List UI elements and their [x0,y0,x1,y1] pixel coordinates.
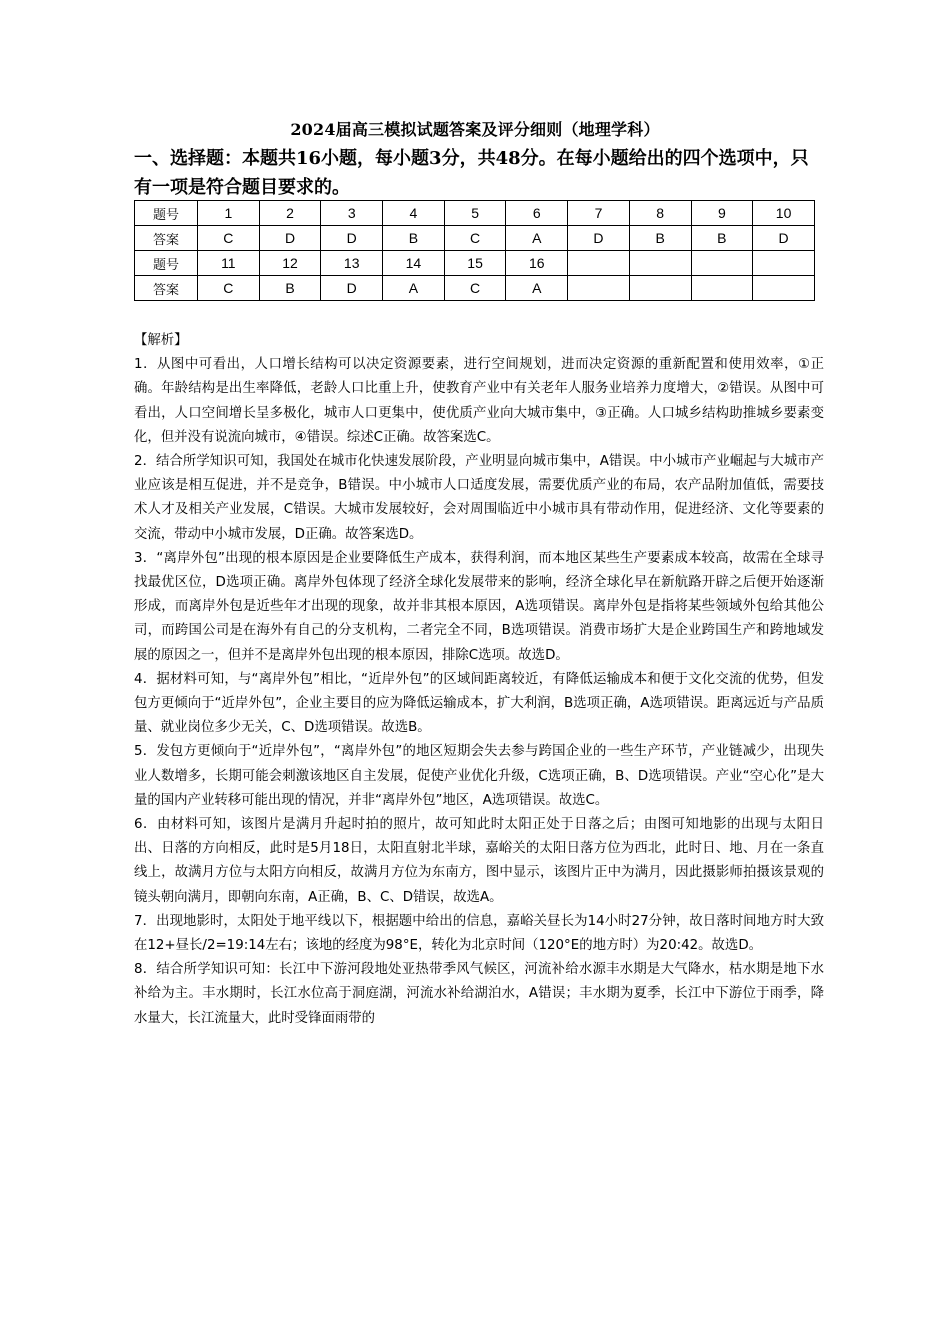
table-cell: 15 [444,251,506,276]
table-cell [753,251,815,276]
table-cell: 16 [506,251,568,276]
table-cell: D [321,276,383,301]
table-cell: 4 [383,201,445,226]
table-row [135,226,815,251]
table-cell [629,276,691,301]
analysis-paragraph: 3．“离岸外包”出现的根本原因是企业要降低生产成本，获得利润，而本地区某些生产要素成本较高，故需在全球寻找最优区位，D选项正确。离岸外包体现了经济全球化发展带来的影响，经济全球化早在新航路开辟之后便开始逐渐形成，而离岸外包是近些年才出现的现象，故并非其根本原因，A选项错误。离岸外包是指将某些领域外包给其他公司，而跨国公司是在海外有自己的分支机构，二者完全不同，B选项错误。消费市场扩大是企业跨国生产和跨地域发展的原因之一，但并不是离岸外包出现的根本原因，排除C选项。故选D。 [134,550,824,663]
table-cell: B [259,276,321,301]
table-cell: 11 [198,251,260,276]
table-cell: 1 [198,201,260,226]
analysis-paragraph: 1．从图中可看出，人口增长结构可以决定资源要素，进行空间规划，进而决定资源的重新配置和使用效率，①正确。年龄结构是出生率降低，老龄人口比重上升，使教育产业中有关老年人服务业培养力度增大，②错误。从图中可看出，人口空间增长呈多极化，城市人口更集中，使优质产业向大城市集中，③正确。人口城乡结构助推城乡要素变化，但并没有说流向城市，④错误。综述C正确。故答案选C。 [134,357,824,445]
analysis-paragraph: 2．结合所学知识可知，我国处在城市化快速发展阶段，产业明显向城市集中，A错误。中小城市产业崛起与大城市产业应该是相互促进，并不是竞争，B错误。中小城市人口适度发展，需要优质产业的布局，农产品附加值低，需要技术人才及相关产业发展，C错误。大城市发展较好，会对周围临近中小城市具有带动作用，促进经济、文化等要素的交流，带动中小城市发展，D正确。故答案选D。 [134,454,824,542]
analysis-paragraph: 8．结合所学知识可知：长江中下游河段地处亚热带季风气候区，河流补给水源丰水期是大气降水，枯水期是地下水补给为主。丰水期时，长江水位高于洞庭湖，河流水补给湖泊水，A错误；丰水期为夏季，长江中下游位于雨季，降水量大，长江流量大，此时受锋面雨带的 [134,962,824,1026]
table-cell [691,251,753,276]
table-cell [629,251,691,276]
section-heading: 一、选择题：本题共16小题，每小题3分，共48分。在每小题给出的四个选项中，只有一项是符合题目要求的。 [134,148,809,198]
table-cell: D [259,226,321,251]
table-cell: 9 [691,201,753,226]
row-label: 题号 [135,251,198,276]
table-cell: D [753,226,815,251]
answer-table [134,200,815,301]
table-cell: 2 [259,201,321,226]
analysis-heading: 【解析】 [134,333,188,348]
table-cell: 8 [629,201,691,226]
analysis-paragraph: 6．由材料可知，该图片是满月升起时拍的照片，故可知此时太阳正处于日落之后；由图可知地影的出现与太阳日出、日落的方向相反，此时是5月18日，太阳直射北半球，嘉峪关的太阳日落方位为西北，此时日、地、月在一条直线上，故满月方位与太阳方向相反，故满月方位为东南方，图中显示，该图片正中为满月，因此摄影师拍摄该景观的镜头朝向满月，即朝向东南，A正确，B、C、D错误，故选A。 [134,817,824,905]
table-cell: 10 [753,201,815,226]
table-row [135,201,815,226]
table-row [135,251,815,276]
table-cell [568,276,630,301]
analysis-paragraph: 5．发包方更倾向于“近岸外包”，“离岸外包”的地区短期会失去参与跨国企业的一些生产环节，产业链减少，出现失业人数增多，长期可能会刺激该地区自主发展，促使产业优化升级，C选项正确，B、D选项错误。产业“空心化”是大量的国内产业转移可能出现的情况，并非“离岸外包”地区，A选项错误。故选C。 [134,744,824,808]
table-cell: 14 [383,251,445,276]
table-cell: C [444,226,506,251]
table-cell: B [629,226,691,251]
table-cell: D [568,226,630,251]
row-label: 答案 [135,276,198,301]
table-cell: 12 [259,251,321,276]
table-cell: C [198,276,260,301]
table-cell: D [321,226,383,251]
table-cell [568,251,630,276]
table-cell [753,276,815,301]
row-label: 答案 [135,226,198,251]
table-cell: 3 [321,201,383,226]
table-row [135,276,815,301]
table-cell: B [383,226,445,251]
row-label: 题号 [135,201,198,226]
table-cell: 5 [444,201,506,226]
table-cell [691,276,753,301]
analysis-body [134,329,824,1031]
table-cell: C [444,276,506,301]
table-cell: B [691,226,753,251]
analysis-paragraph: 7．出现地影时，太阳处于地平线以下，根据题中给出的信息，嘉峪关昼长为14小时27分钟，故日落时间地方时大致在12+昼长/2=19:14左右；该地的经度为98°E，转化为北京时间（120°E的地方时）为20:42。故选D。 [134,913,824,954]
table-cell: 7 [568,201,630,226]
analysis-paragraph: 4．据材料可知，与“离岸外包”相比，“近岸外包”的区域间距离较近，有降低运输成本和便于文化交流的优势，但发包方更倾向于“近岸外包”，企业主要目的应为降低运输成本，扩大利润，B选项正确，A选项错误。距离远近与产品质量、就业岗位多少无关，C、D选项错误。故选B。 [134,671,824,736]
table-cell: A [506,226,568,251]
table-cell: 13 [321,251,383,276]
table-cell: 6 [506,201,568,226]
table-cell: C [198,226,260,251]
table-cell: A [506,276,568,301]
table-cell: A [383,276,445,301]
document-title: 2024届高三模拟试题答案及评分细则（地理学科） [290,120,660,139]
